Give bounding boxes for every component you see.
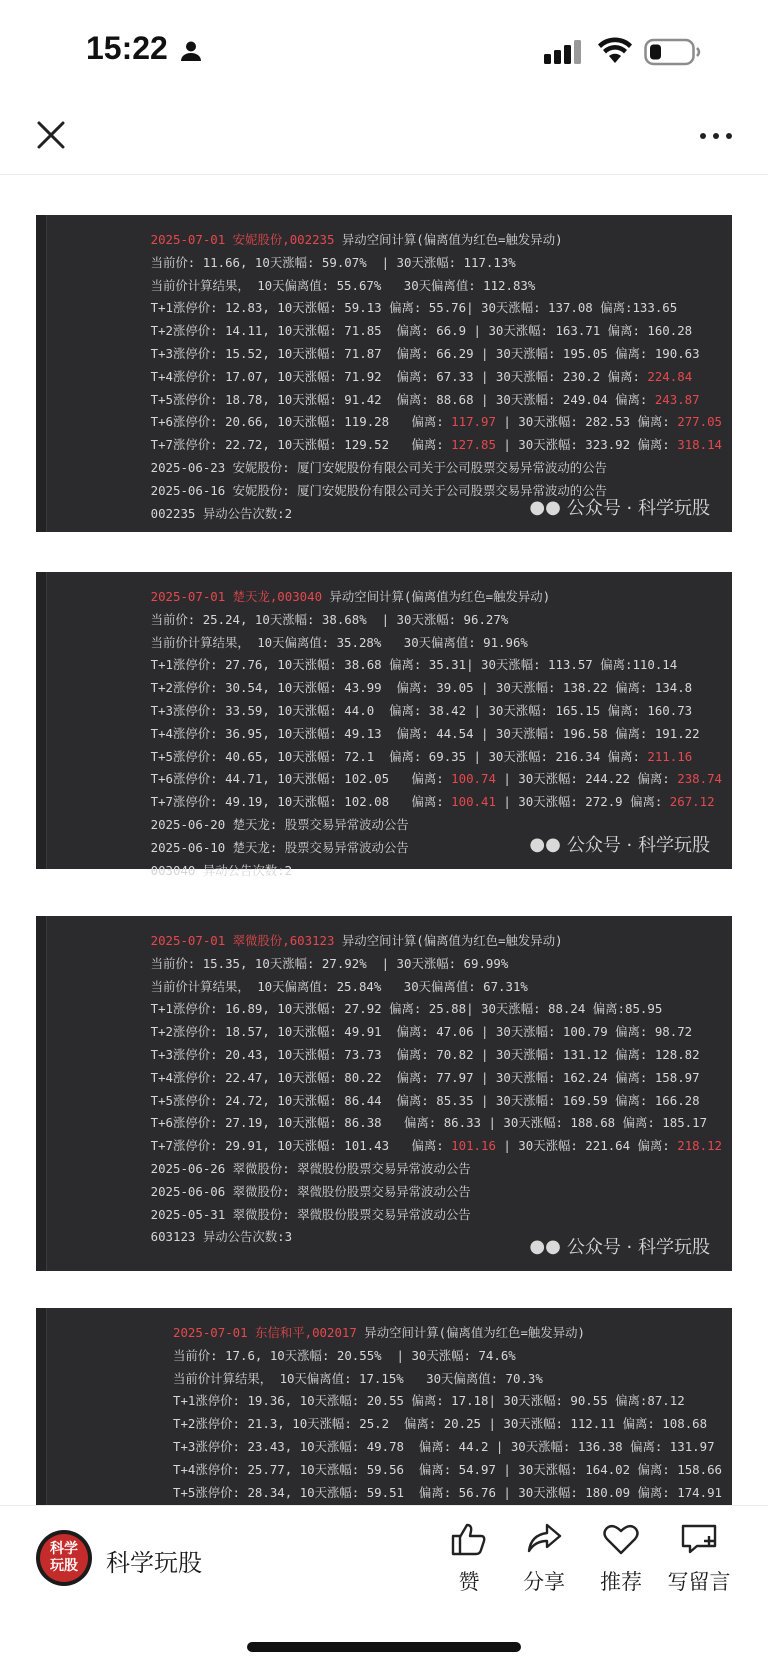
wechat-icon: ●● (529, 833, 561, 855)
code-text: 当前价: 15.35, 10天涨幅: 27.92% | 30天涨幅: 69.99% (150, 955, 509, 971)
code-line (151, 1044, 722, 1067)
code-text: T+5涨停价: 40.65, 10天涨幅: 72.1 偏离: 69.35 | 30天涨幅: 216.34 偏离: (150, 748, 648, 764)
code-text: T+2涨停价: 18.57, 10天涨幅: 49.91 偏离: 47.06 | 30天涨幅: 100.79 偏离: 98.72 (150, 1024, 693, 1040)
highlighted-value: 100.41 (451, 794, 496, 810)
highlighted-value: 318.14 (677, 437, 722, 453)
highlighted-value: 238.74 (677, 771, 722, 787)
code-text: 2025-06-20 楚天龙: 股票交易异常波动公告 (150, 816, 409, 832)
code-line (151, 1158, 722, 1181)
code-line (151, 457, 722, 480)
wifi-icon (598, 38, 632, 68)
code-lines (173, 1322, 722, 1504)
wechat-icon: ●● (529, 496, 561, 518)
code-line (151, 976, 722, 999)
highlighted-value: 100.74 (451, 771, 496, 787)
code-line (151, 700, 722, 723)
code-screenshot-1 (36, 215, 732, 532)
editor-gutter (36, 215, 47, 532)
battery-icon (644, 38, 702, 70)
code-text: T+1涨停价: 27.76, 10天涨幅: 38.68 偏离: 35.31| 30天涨幅: 113.57 偏离:110.14 (150, 657, 678, 673)
code-text: T+6涨停价: 44.71, 10天涨幅: 102.05 偏离: (150, 771, 452, 787)
code-line (173, 1345, 722, 1368)
like-label: 赞 (458, 1570, 480, 1594)
status-bar (0, 0, 768, 100)
code-line (151, 998, 722, 1021)
code-text: | 30天涨幅: 221.64 偏离: (495, 1138, 678, 1154)
code-text: 2025-06-06 翠微股份: 翠微股份股票交易异常波动公告 (150, 1183, 471, 1199)
code-text: | 30天涨幅: 323.92 偏离: (495, 437, 678, 453)
highlighted-value: 224.84 (647, 368, 693, 384)
code-line (151, 1204, 722, 1227)
code-line (151, 609, 722, 632)
share-label: 分享 (523, 1570, 565, 1594)
avatar-text: 科学 (50, 1541, 78, 1557)
highlighted-value: 267.12 (669, 794, 715, 810)
code-line (151, 1181, 722, 1204)
watermark (529, 1233, 710, 1259)
highlighted-value: 2025-07-01 楚天龙,003040 (150, 589, 323, 604)
code-text: 异动空间计算(偏离值为红色=触发异动) (334, 232, 563, 247)
watermark-text: 公众号 · 科学玩股 (566, 1237, 710, 1258)
code-line (151, 320, 722, 343)
code-line (173, 1368, 722, 1391)
editor-gutter (36, 1308, 47, 1528)
code-text: T+2涨停价: 21.3, 10天涨幅: 25.2 偏离: 20.25 | 30天涨幅: 112.11 偏离: 108.68 (173, 1416, 708, 1432)
code-text: 当前价: 11.66, 10天涨幅: 59.07% | 30天涨幅: 117.13% (150, 254, 516, 270)
code-text: 603123 异动公告次数:3 (150, 1229, 293, 1245)
code-text: 异动空间计算(偏离值为红色=触发异动) (322, 589, 551, 604)
code-text: T+6涨停价: 27.19, 10天涨幅: 86.38 偏离: 86.33 | 30天涨幅: 188.68 偏离: 185.17 (150, 1115, 708, 1131)
highlighted-value: 211.16 (647, 748, 693, 764)
account-avatar[interactable] (36, 1530, 92, 1586)
code-text: T+1涨停价: 19.36, 10天涨幅: 20.55 偏离: 17.18| 30天涨幅: 90.55 偏离:87.12 (173, 1393, 685, 1409)
code-text: | 30天涨幅: 282.53 偏离: (495, 414, 678, 430)
code-line (151, 1135, 722, 1158)
code-line (173, 1459, 722, 1482)
code-text: T+5涨停价: 28.34, 10天涨幅: 59.51 偏离: 56.76 | 30天涨幅: 180.09 偏离: 174.91 (173, 1484, 722, 1500)
code-text: T+3涨停价: 20.43, 10天涨幅: 73.73 偏离: 70.82 | 30天涨幅: 131.12 偏离: 128.82 (150, 1046, 700, 1062)
code-lines (151, 930, 722, 1249)
highlighted-value: 243.87 (654, 391, 700, 407)
code-text: T+3涨停价: 33.59, 10天涨幅: 44.0 偏离: 38.42 | 30天涨幅: 165.15 偏离: 160.73 (150, 702, 693, 718)
home-indicator (247, 1642, 521, 1652)
code-text: 2025-06-26 翠微股份: 翠微股份股票交易异常波动公告 (150, 1160, 471, 1176)
code-text: T+1涨停价: 12.83, 10天涨幅: 59.13 偏离: 55.76| 30天涨幅: 137.08 偏离:133.65 (150, 300, 678, 316)
thumbs-up-icon (450, 1522, 488, 1556)
code-text: 003040 异动公告次数:2 (150, 862, 293, 878)
code-line (151, 654, 722, 677)
comment-label: 写留言 (667, 1570, 731, 1594)
code-line (151, 791, 722, 814)
code-line (151, 389, 722, 412)
code-text: 当前价: 17.6, 10天涨幅: 20.55% | 30天涨幅: 74.6% (173, 1347, 516, 1363)
code-line (173, 1482, 722, 1505)
code-line (151, 586, 722, 609)
code-text: 002235 异动公告次数:2 (150, 505, 293, 521)
highlighted-value: 117.97 (451, 414, 496, 430)
code-line (151, 860, 722, 883)
share-button[interactable] (509, 1522, 579, 1596)
code-line (151, 366, 722, 389)
code-line (151, 229, 722, 252)
close-icon[interactable] (34, 118, 68, 152)
highlighted-value: 2025-07-01 东信和平,002017 (173, 1325, 357, 1340)
code-text: 当前价计算结果， 10天偏离值: 25.84% 30天偏离值: 67.31% (150, 978, 528, 994)
code-line (151, 252, 722, 275)
code-text: T+7涨停价: 49.19, 10天涨幅: 102.08 偏离: (150, 794, 452, 810)
status-time: 15:22 (86, 30, 168, 66)
code-line (151, 632, 722, 655)
like-button[interactable] (434, 1522, 504, 1596)
code-text: T+2涨停价: 30.54, 10天涨幅: 43.99 偏离: 39.05 | 30天涨幅: 138.22 偏离: 134.8 (150, 680, 693, 696)
highlighted-value: 277.05 (677, 414, 722, 430)
highlighted-value: 101.16 (451, 1138, 496, 1154)
code-text: 当前价计算结果， 10天偏离值: 35.28% 30天偏离值: 91.96% (150, 634, 528, 650)
watermark (529, 831, 710, 857)
wechat-icon: ●● (529, 1235, 561, 1257)
editor-gutter (36, 916, 47, 1271)
code-line (151, 1021, 722, 1044)
code-text: | 30天涨幅: 244.22 偏离: (495, 771, 678, 787)
code-text: T+4涨停价: 36.95, 10天涨幅: 49.13 偏离: 44.54 | 30天涨幅: 196.58 偏离: 191.22 (150, 725, 700, 741)
code-line (173, 1390, 722, 1413)
comment-icon (679, 1522, 719, 1556)
comment-button[interactable] (664, 1522, 734, 1596)
article-content (0, 175, 768, 1505)
code-line (173, 1322, 722, 1345)
editor-gutter (36, 572, 47, 869)
code-line (151, 1067, 722, 1090)
code-text: T+4涨停价: 22.47, 10天涨幅: 80.22 偏离: 77.97 | 30天涨幅: 162.24 偏离: 158.97 (150, 1069, 700, 1085)
code-text: 当前价计算结果， 10天偏离值: 55.67% 30天偏离值: 112.83% (150, 277, 536, 293)
code-line (151, 434, 722, 457)
watermark-text: 公众号 · 科学玩股 (566, 835, 710, 856)
code-line (151, 343, 722, 366)
code-text: T+7涨停价: 22.72, 10天涨幅: 129.52 偏离: (150, 437, 452, 453)
watermark-text: 公众号 · 科学玩股 (566, 498, 710, 519)
highlighted-value: 2025-07-01 安妮股份,002235 (150, 232, 335, 247)
watermark (529, 494, 710, 520)
code-line (151, 411, 722, 434)
code-line (151, 953, 722, 976)
code-text: T+4涨停价: 25.77, 10天涨幅: 59.56 偏离: 54.97 | 30天涨幅: 164.02 偏离: 158.66 (173, 1461, 722, 1477)
avatar-text: 玩股 (50, 1558, 78, 1574)
code-text: T+4涨停价: 17.07, 10天涨幅: 71.92 偏离: 67.33 | 30天涨幅: 230.2 偏离: (150, 368, 648, 384)
code-text: T+6涨停价: 20.66, 10天涨幅: 119.28 偏离: (150, 414, 452, 430)
code-line (173, 1413, 722, 1436)
account-name[interactable]: 科学玩股 (106, 1549, 202, 1577)
heart-icon (602, 1522, 640, 1556)
code-line (151, 930, 722, 953)
code-line (151, 1090, 722, 1113)
nav-bar (0, 100, 768, 175)
code-screenshot-4 (36, 1308, 732, 1528)
highlighted-value: 2025-07-01 翠微股份,603123 (150, 933, 335, 948)
code-text: T+3涨停价: 23.43, 10天涨幅: 49.78 偏离: 44.2 | 30天涨幅: 136.38 偏离: 131.97 (173, 1438, 715, 1454)
code-line (151, 768, 722, 791)
code-text: 当前价计算结果， 10天偏离值: 17.15% 30天偏离值: 70.3% (173, 1370, 543, 1386)
code-text: 2025-06-10 楚天龙: 股票交易异常波动公告 (150, 839, 409, 855)
code-text: 异动空间计算(偏离值为红色=触发异动) (334, 933, 563, 948)
highlighted-value: 218.12 (677, 1138, 722, 1154)
person-icon (180, 40, 202, 66)
code-text: 当前价: 25.24, 10天涨幅: 38.68% | 30天涨幅: 96.27% (150, 611, 509, 627)
code-text: T+2涨停价: 14.11, 10天涨幅: 71.85 偏离: 66.9 | 30天涨幅: 163.71 偏离: 160.28 (150, 323, 693, 339)
code-lines (151, 229, 722, 525)
signal-icon (544, 40, 584, 68)
code-line (151, 297, 722, 320)
code-text: T+5涨停价: 18.78, 10天涨幅: 91.42 偏离: 88.68 | 30天涨幅: 249.04 偏离: (150, 391, 655, 407)
recommend-button[interactable] (586, 1522, 656, 1596)
code-text: T+7涨停价: 29.91, 10天涨幅: 101.43 偏离: (150, 1138, 452, 1154)
code-line (151, 1112, 722, 1135)
code-text: T+3涨停价: 15.52, 10天涨幅: 71.87 偏离: 66.29 | 30天涨幅: 195.05 偏离: 190.63 (150, 345, 700, 361)
highlighted-value: 127.85 (451, 437, 496, 453)
code-line (173, 1436, 722, 1459)
code-text: 2025-06-23 安妮股份: 厦门安妮股份有限公司关于公司股票交易异常波动的公告 (150, 459, 607, 475)
code-line (151, 723, 722, 746)
code-line (151, 746, 722, 769)
code-text: 2025-05-31 翠微股份: 翠微股份股票交易异常波动公告 (150, 1206, 471, 1222)
code-text: T+1涨停价: 16.89, 10天涨幅: 27.92 偏离: 25.88| 30天涨幅: 88.24 偏离:85.95 (150, 1001, 663, 1017)
code-line (151, 275, 722, 298)
code-text: 2025-06-16 安妮股份: 厦门安妮股份有限公司关于公司股票交易异常波动的公告 (150, 482, 607, 498)
code-text: T+5涨停价: 24.72, 10天涨幅: 86.44 偏离: 85.35 | 30天涨幅: 169.59 偏离: 166.28 (150, 1092, 700, 1108)
recommend-label: 推荐 (600, 1570, 642, 1594)
code-text: 异动空间计算(偏离值为红色=触发异动) (356, 1325, 585, 1340)
code-screenshot-2 (36, 572, 732, 878)
code-screenshot-3 (36, 916, 732, 1271)
more-icon[interactable] (698, 126, 734, 146)
share-icon (525, 1522, 563, 1556)
code-text: | 30天涨幅: 272.9 偏离: (495, 794, 670, 810)
code-line (151, 677, 722, 700)
